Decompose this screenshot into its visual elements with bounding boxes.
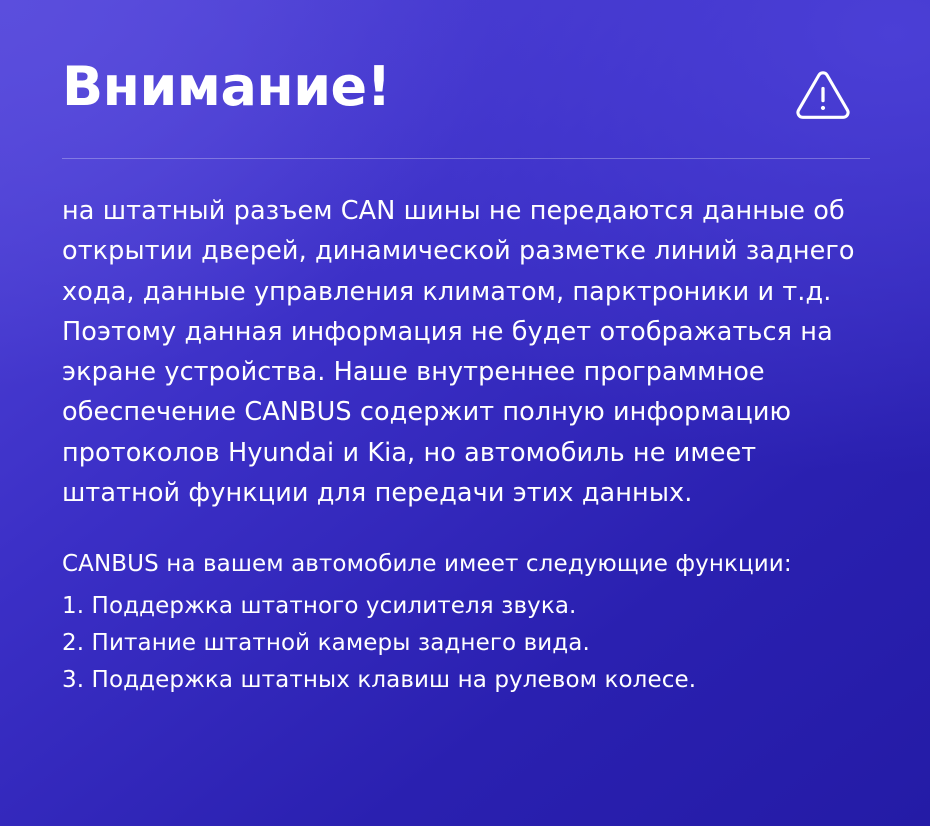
poster-header bbox=[62, 56, 870, 142]
warning-paragraph: на штатный разъем CAN шины не передаются данные об открытии дверей, динамической разметке линий заднего хода, данные управления климатом, парктроники и т.д. Поэтому данная информация не будет отображаться на экране устройства. Наше внутреннее программное обеспечение CANBUS содержит полную информацию протоколов Hyundai и Kia, но автомобиль не имеет штатной функции для передачи этих данных. bbox=[62, 196, 855, 508]
page-title: Внимание! bbox=[62, 55, 391, 118]
features-section bbox=[62, 547, 870, 699]
features-list bbox=[62, 588, 870, 700]
poster-body bbox=[62, 191, 870, 700]
features-intro: CANBUS на вашем автомобиле имеет следующие функции: bbox=[62, 551, 792, 578]
list-item: 1. Поддержка штатного усилителя звука. bbox=[62, 592, 577, 619]
list-item: 3. Поддержка штатных клавиш на рулевом колесе. bbox=[62, 667, 697, 694]
header-divider bbox=[62, 158, 870, 159]
warning-triangle-icon bbox=[794, 66, 852, 124]
list-item: 2. Питание штатной камеры заднего вида. bbox=[62, 630, 590, 656]
